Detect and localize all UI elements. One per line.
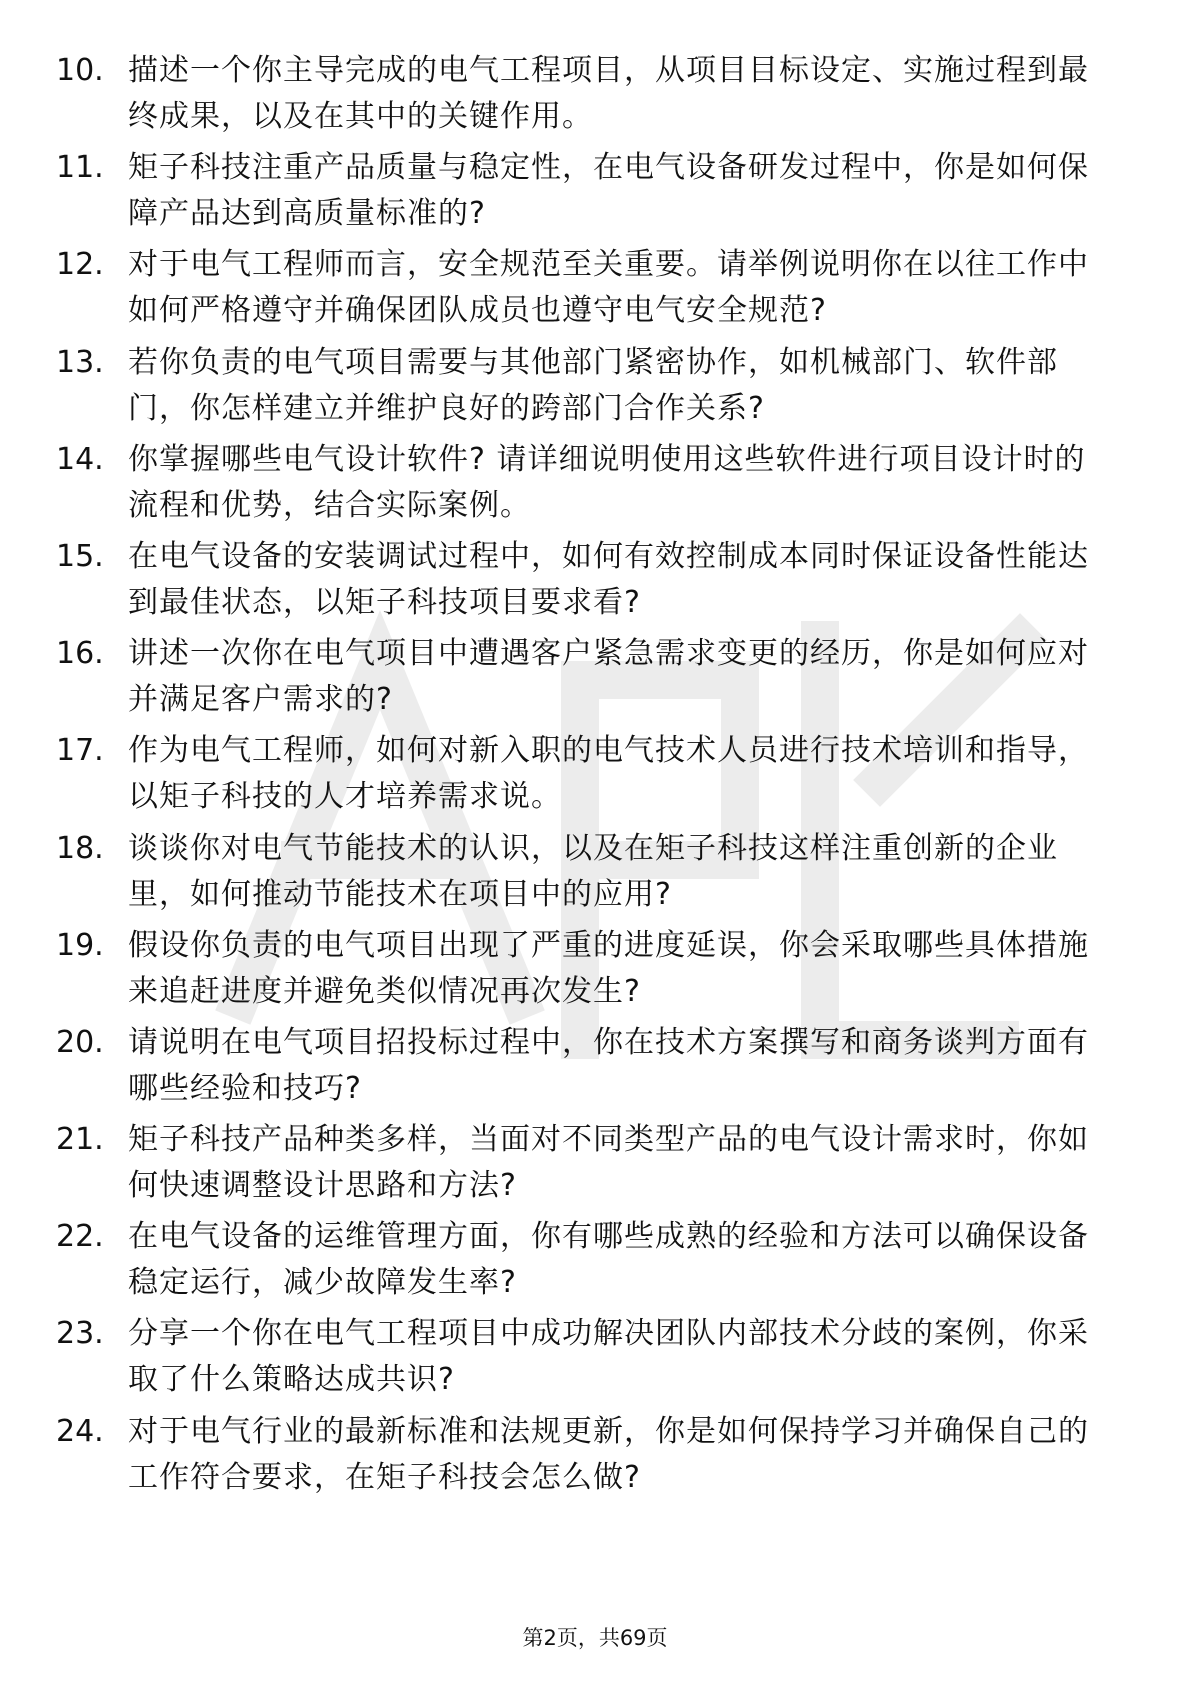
list-item <box>56 1214 1116 1311</box>
question-number: 13. <box>56 344 104 380</box>
page-number-footer: 第2页，共69页 <box>522 1626 668 1650</box>
question-number: 23. <box>56 1316 104 1352</box>
list-item <box>56 923 1116 1020</box>
question-text: 对于电气工程师而言，安全规范至关重要。请举例说明你在以往工作中如何严格遵守并确保团队成员也遵守电气安全规范? <box>128 247 1089 329</box>
question-text: 对于电气行业的最新标准和法规更新，你是如何保持学习并确保自己的工作符合要求，在矩子科技会怎么做? <box>128 1413 1089 1495</box>
question-number: 15. <box>56 538 104 574</box>
question-number: 14. <box>56 441 104 477</box>
question-number: 19. <box>56 927 104 963</box>
question-text: 描述一个你主导完成的电气工程项目，从项目目标设定、实施过程到最终成果，以及在其中的关键作用。 <box>128 53 1089 134</box>
list-item <box>56 48 1116 145</box>
question-text: 在电气设备的运维管理方面，你有哪些成熟的经验和方法可以确保设备稳定运行，减少故障发生率? <box>128 1219 1089 1301</box>
list-item <box>56 631 1116 728</box>
list-item <box>56 826 1116 923</box>
list-item <box>56 728 1116 825</box>
question-number: 16. <box>56 636 104 672</box>
list-item <box>56 534 1116 631</box>
list-item <box>56 145 1116 242</box>
question-text: 讲述一次你在电气项目中遭遇客户紧急需求变更的经历，你是如何应对并满足客户需求的? <box>128 636 1089 718</box>
list-item <box>56 437 1116 534</box>
question-text: 谈谈你对电气节能技术的认识，以及在矩子科技这样注重创新的企业里，如何推动节能技术在项目中的应用? <box>128 830 1058 912</box>
question-number: 10. <box>56 53 104 88</box>
question-text: 矩子科技产品种类多样，当面对不同类型产品的电气设计需求时，你如何快速调整设计思路和方法? <box>128 1122 1089 1204</box>
list-item <box>56 1117 1116 1214</box>
question-text: 若你负责的电气项目需要与其他部门紧密协作，如机械部门、软件部门，你怎样建立并维护良好的跨部门合作关系? <box>128 344 1058 426</box>
question-number: 18. <box>56 830 104 866</box>
question-text: 请说明在电气项目招投标过程中，你在技术方案撰写和商务谈判方面有哪些经验和技巧? <box>128 1024 1089 1106</box>
question-text: 矩子科技注重产品质量与稳定性，在电气设备研发过程中，你是如何保障产品达到高质量标准的? <box>128 150 1089 232</box>
question-number: 24. <box>56 1413 104 1449</box>
question-number: 12. <box>56 247 104 283</box>
question-text: 在电气设备的安装调试过程中，如何有效控制成本同时保证设备性能达到最佳状态，以矩子科技项目要求看? <box>128 538 1089 620</box>
question-text: 假设你负责的电气项目出现了严重的进度延误，你会采取哪些具体措施来追赶进度并避免类似情况再次发生? <box>128 927 1089 1009</box>
question-text: 分享一个你在电气工程项目中成功解决团队内部技术分歧的案例，你采取了什么策略达成共识? <box>128 1316 1089 1398</box>
question-number: 11. <box>56 150 104 186</box>
question-number: 21. <box>56 1122 104 1158</box>
list-item <box>56 340 1116 437</box>
question-text: 作为电气工程师，如何对新入职的电气技术人员进行技术培训和指导，以矩子科技的人才培养需求说。 <box>128 733 1089 815</box>
list-item <box>56 242 1116 339</box>
list-item <box>56 1409 1116 1506</box>
question-number: 20. <box>56 1024 104 1060</box>
question-text: 你掌握哪些电气设计软件? 请详细说明使用这些软件进行项目设计时的流程和优势，结合实际案例。 <box>128 441 1086 523</box>
list-item <box>56 1020 1116 1117</box>
question-number: 22. <box>56 1219 104 1255</box>
question-list <box>56 48 1116 1506</box>
list-item <box>56 1311 1116 1408</box>
question-number: 17. <box>56 733 104 769</box>
